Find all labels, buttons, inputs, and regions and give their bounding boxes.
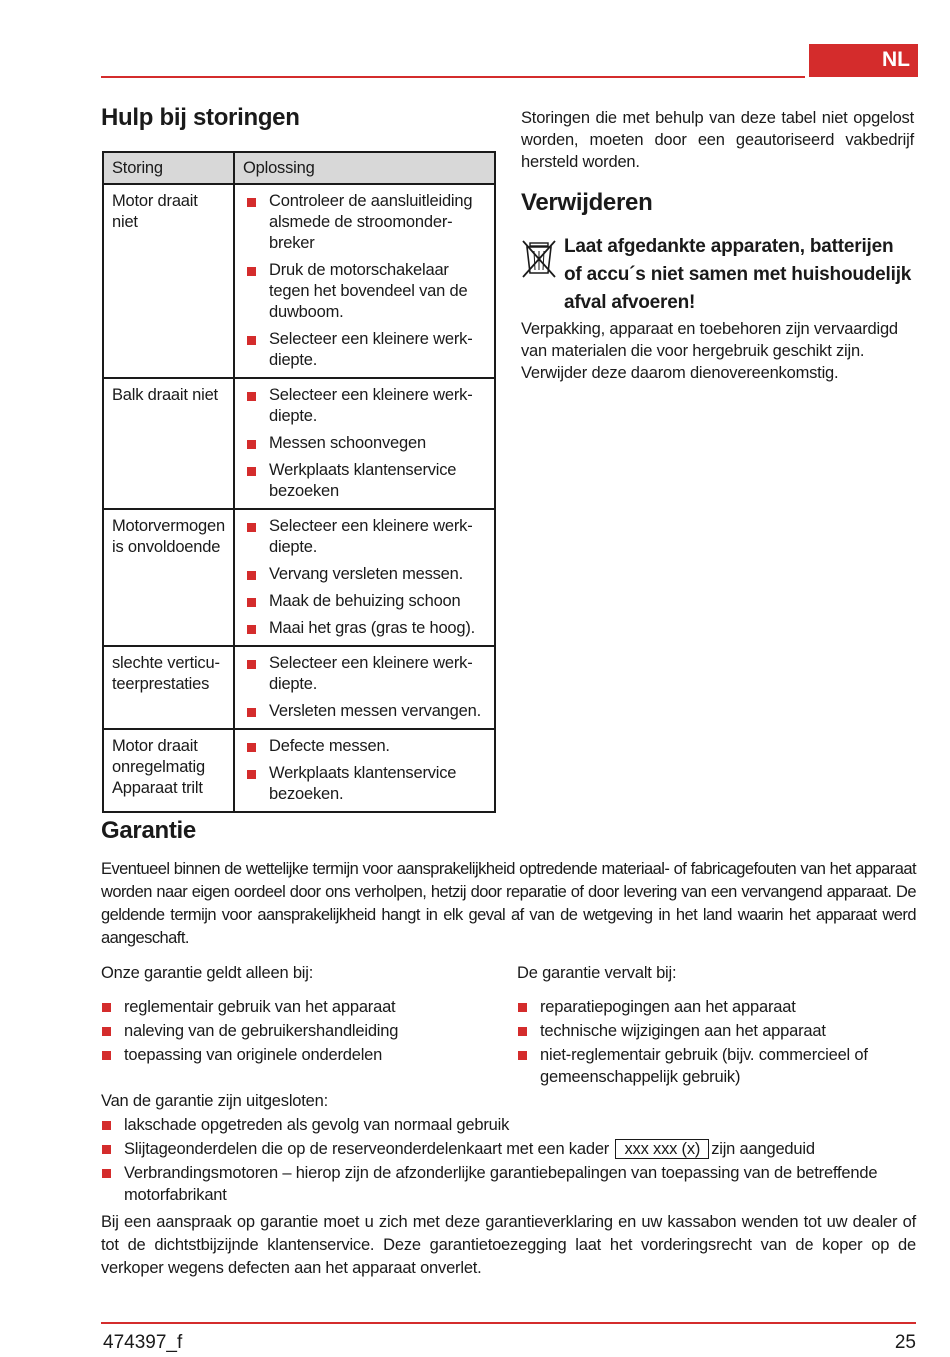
fault-cell: Motor draait niet <box>103 184 234 378</box>
solution-cell <box>234 646 495 729</box>
list-item: Selecteer een kleinere werk-diepte. <box>243 653 486 695</box>
warranty-closing: Bij een aanspraak op garantie moet u zich met deze garantieverklaring en uw kassabon wenden tot uw dealer of tot de dichtstbijzijnde klantenservice. Deze garantietoezegging laat het vorderingsrecht van de koper op de verkoper wegens defecten aan het apparaat onverlet. <box>101 1213 916 1277</box>
bullet-square-icon <box>247 267 256 276</box>
troubleshooting-title: Hulp bij storingen <box>101 104 300 131</box>
list-item: Selecteer een kleinere werk-diepte. <box>243 516 486 558</box>
bullet-square-icon <box>102 1169 111 1178</box>
list-item: Maai het gras (gras te hoog). <box>243 618 486 639</box>
bullet-square-icon <box>102 1121 111 1130</box>
disposal-warning-text: Laat afgedankte apparaten, batterijen of accu´s niet samen met huishoudelijk afval afvoeren! <box>564 236 912 313</box>
solution-cell <box>234 509 495 646</box>
bullet-square-icon <box>102 1003 111 1012</box>
footer-rule <box>101 1322 916 1324</box>
solution-list <box>243 653 486 722</box>
table-row <box>103 646 495 729</box>
bullet-square-icon <box>247 467 256 476</box>
list-item: reparatiepogingen aan het apparaat <box>517 996 917 1018</box>
list-item: Werkplaats klantenservice bezoeken <box>243 460 486 502</box>
list-item: Druk de motorschakelaar tegen het bovendeel van de duwboom. <box>243 260 486 323</box>
warranty-valid-list <box>101 996 501 1066</box>
troubleshooting-note: Storingen die met behulp van deze tabel niet opgelost worden, moeten door een geautoriseerd vakbedrijf hersteld worden. <box>521 109 914 171</box>
disposal-title: Verwijderen <box>521 189 653 216</box>
language-tab: NL <box>809 44 918 77</box>
bullet-square-icon <box>102 1051 111 1060</box>
solution-cell <box>234 378 495 509</box>
troubleshooting-table <box>102 151 496 813</box>
bullet-square-icon <box>518 1051 527 1060</box>
list-item: reglementair gebruik van het apparaat <box>101 996 501 1018</box>
table-header-row <box>103 152 495 184</box>
list-item: Versleten messen vervangen. <box>243 701 486 722</box>
list-item: Maak de behuizing schoon <box>243 591 486 612</box>
table-row <box>103 509 495 646</box>
list-item: Selecteer een kleinere werk-diepte. <box>243 329 486 371</box>
bullet-square-icon <box>247 770 256 779</box>
list-item: technische wijzigingen aan het apparaat <box>517 1020 917 1042</box>
disposal-text: Verpakking, apparaat en toebehoren zijn vervaardigd van materialen die voor hergebruik geschikt zijn. Verwijder deze daarom dienovereenkomstig. <box>521 320 898 382</box>
list-item: Werkplaats klantenservice bezoeken. <box>243 763 486 805</box>
solution-cell <box>234 184 495 378</box>
warranty-void-list <box>517 996 917 1088</box>
bullet-square-icon <box>247 743 256 752</box>
fault-cell: slechte verticu-teerprestaties <box>103 646 234 729</box>
bullet-square-icon <box>247 598 256 607</box>
warranty-intro: Eventueel binnen de wettelijke termijn voor aansprakelijkheid optredende materiaal- of fabricagefouten van het apparaat worden naar eigen oordeel door ons verholpen, hetzij door reparatie of door levering van een vervangend apparaat. De geldende termijn voor aansprakelijkheid hangt in elk geval af van de wetgeving in het land waarin het apparaat werd aangeschaft. <box>101 860 916 947</box>
crossed-bin-icon <box>521 237 557 281</box>
document-code: 474397_f <box>103 1332 183 1353</box>
fault-cell: Motor draait onregelmatig Apparaat trilt <box>103 729 234 812</box>
list-item: naleving van de gebruikershandleiding <box>101 1020 501 1042</box>
list-item: Defecte messen. <box>243 736 486 757</box>
bullet-square-icon <box>247 392 256 401</box>
solution-cell <box>234 729 495 812</box>
bullet-square-icon <box>518 1003 527 1012</box>
solution-list <box>243 736 486 805</box>
list-item: niet-reglementair gebruik (bijv. commercieel of gemeenschappelijk gebruik) <box>517 1044 917 1088</box>
bullet-square-icon <box>102 1027 111 1036</box>
list-item: Selecteer een kleinere werk-diepte. <box>243 385 486 427</box>
list-item: Slijtageonderdelen die op de reserveonderdelenkaart met een kader xxx xxx (x) zijn aangeduid <box>101 1138 916 1160</box>
warranty-excluded-section <box>101 1090 916 1208</box>
header-rule <box>101 76 805 78</box>
table-row <box>103 184 495 378</box>
bullet-square-icon <box>518 1027 527 1036</box>
bullet-square-icon <box>247 336 256 345</box>
spare-part-frame-example: xxx xxx (x) <box>615 1139 709 1159</box>
bullet-square-icon <box>247 660 256 669</box>
bullet-square-icon <box>247 625 256 634</box>
bullet-square-icon <box>247 523 256 532</box>
bullet-square-icon <box>102 1145 111 1154</box>
column-header-solution: Oplossing <box>234 152 495 184</box>
solution-list <box>243 385 486 502</box>
table-row <box>103 729 495 812</box>
list-item: toepassing van originele onderdelen <box>101 1044 501 1066</box>
warranty-excluded-heading: Van de garantie zijn uitgesloten: <box>101 1092 329 1110</box>
bullet-square-icon <box>247 198 256 207</box>
list-item: lakschade opgetreden als gevolg van normaal gebruik <box>101 1114 916 1136</box>
bullet-square-icon <box>247 571 256 580</box>
solution-list <box>243 516 486 639</box>
list-item: Vervang versleten messen. <box>243 564 486 585</box>
fault-cell: Motorvermogen is onvoldoende <box>103 509 234 646</box>
list-item: Controleer de aansluitleiding alsmede de stroomonder-breker <box>243 191 486 254</box>
warranty-excluded-list <box>101 1114 916 1206</box>
table-row <box>103 378 495 509</box>
bullet-square-icon <box>247 440 256 449</box>
column-header-fault: Storing <box>103 152 234 184</box>
warranty-valid-section <box>101 962 501 1068</box>
page-number: 25 <box>894 1332 916 1353</box>
bullet-square-icon <box>247 708 256 717</box>
solution-list <box>243 191 486 371</box>
list-item: Verbrandingsmotoren – hierop zijn de afzonderlijke garantiebepalingen van toepassing van de betreffende motorfabrikant <box>101 1162 916 1206</box>
list-item: Messen schoonvegen <box>243 433 486 454</box>
warranty-void-heading: De garantie vervalt bij: <box>517 964 677 982</box>
warranty-void-section <box>517 962 917 1090</box>
warranty-valid-heading: Onze garantie geldt alleen bij: <box>101 964 314 982</box>
warranty-title: Garantie <box>101 817 196 844</box>
fault-cell: Balk draait niet <box>103 378 234 509</box>
